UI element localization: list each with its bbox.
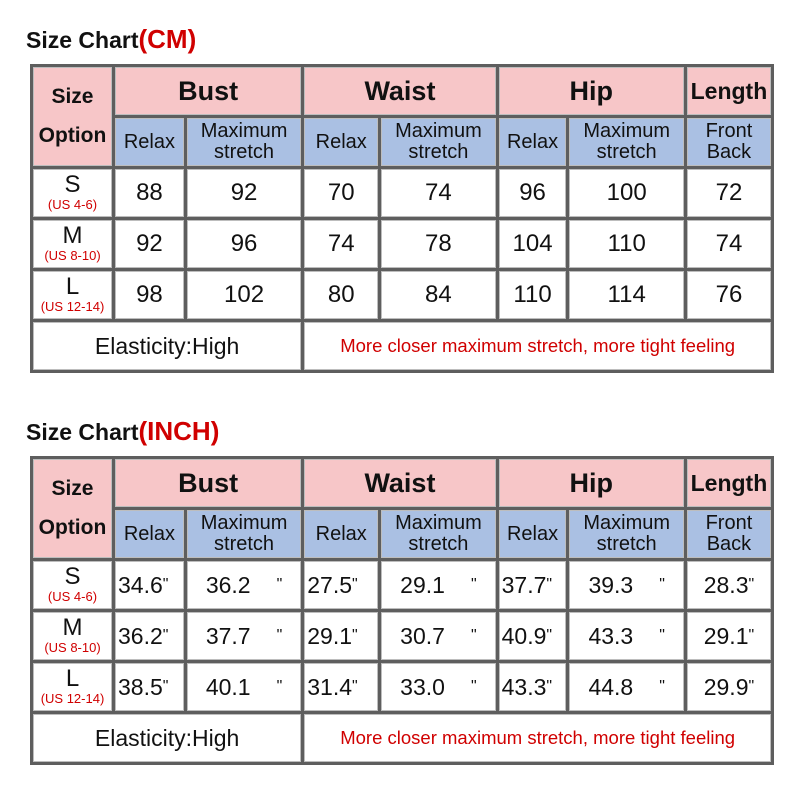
- value-text: 29.1: [703, 622, 749, 649]
- inch-mark: ": [162, 677, 169, 695]
- maximum-text: Maximum: [395, 512, 482, 534]
- bust-max-value: [187, 561, 301, 609]
- option-header-label: Option: [38, 123, 107, 147]
- length-front-back-header: [687, 510, 771, 558]
- hip-maximum-header: [569, 510, 683, 558]
- bust-header: Bust: [115, 459, 301, 507]
- bust-max-value: [187, 663, 301, 711]
- inch-mark: ": [659, 677, 665, 695]
- hip-max-value: 114: [569, 271, 683, 319]
- size-chart-inch-table: [30, 456, 774, 765]
- value-text: 38.5: [117, 673, 163, 700]
- hip-relax-value: 104: [499, 220, 567, 268]
- header-row: [33, 459, 771, 507]
- waist-max-value: 74: [381, 169, 495, 217]
- waist-maximum-header: [381, 118, 495, 166]
- bust-relax-value: 88: [115, 169, 184, 217]
- maximum-text: Maximum: [200, 120, 288, 142]
- size-header-label: Size: [51, 477, 94, 501]
- length-value: [687, 663, 771, 711]
- hip-relax-header: Relax: [499, 510, 567, 558]
- bust-header: Bust: [115, 67, 301, 115]
- bust-relax-header: Relax: [115, 118, 184, 166]
- value-text: 43.3: [501, 673, 547, 700]
- bust-relax-value: [115, 663, 184, 711]
- back-text: Back: [706, 533, 752, 555]
- hip-max-value: 110: [569, 220, 683, 268]
- stretch-note: More closer maximum stretch, more tight feeling: [304, 714, 771, 762]
- inch-mark: ": [546, 626, 553, 644]
- inch-mark: ": [659, 575, 665, 593]
- size-row-m: [33, 612, 771, 660]
- value-text: 27.5: [307, 571, 353, 598]
- value-text: 44.8: [588, 673, 634, 700]
- length-value: 72: [687, 169, 771, 217]
- value-text: 36.2: [117, 622, 163, 649]
- hip-maximum-header: [569, 118, 683, 166]
- bust-relax-header: Relax: [115, 510, 184, 558]
- waist-max-value: [381, 663, 495, 711]
- value-text: 30.7: [400, 622, 445, 649]
- elasticity-label: Elasticity:High: [33, 714, 301, 762]
- us-size: (US 12-14): [40, 299, 105, 314]
- waist-relax-value: [304, 561, 378, 609]
- us-size: (US 12-14): [40, 691, 105, 706]
- hip-max-value: [569, 663, 683, 711]
- size-letter: M: [62, 614, 83, 641]
- hip-header: Hip: [499, 459, 684, 507]
- front-text: Front: [705, 120, 753, 142]
- waist-relax-value: 80: [304, 271, 378, 319]
- stretch-text: stretch: [408, 141, 469, 163]
- hip-header: Hip: [499, 67, 684, 115]
- size-row-m: [33, 220, 771, 268]
- title-text: Size Chart: [26, 27, 139, 53]
- hip-relax-value: 110: [499, 271, 567, 319]
- inch-mark: ": [546, 677, 553, 695]
- waist-relax-header: Relax: [304, 510, 378, 558]
- size-row-l: [33, 663, 771, 711]
- waist-header: Waist: [304, 459, 495, 507]
- inch-mark: ": [470, 575, 477, 593]
- back-text: Back: [706, 141, 752, 163]
- waist-relax-header: Relax: [304, 118, 378, 166]
- inch-mark: ": [546, 575, 553, 593]
- bust-maximum-header: [187, 510, 301, 558]
- us-size: (US 4-6): [47, 197, 98, 212]
- inch-mark: ": [748, 677, 755, 695]
- stretch-text: stretch: [408, 533, 469, 555]
- hip-relax-value: 96: [499, 169, 567, 217]
- value-text: 31.4: [307, 673, 353, 700]
- waist-relax-value: 74: [304, 220, 378, 268]
- bust-relax-value: [115, 561, 184, 609]
- bust-max-value: [187, 612, 301, 660]
- value-text: 33.0: [400, 673, 445, 700]
- size-option-header: [33, 459, 112, 558]
- length-value: 76: [687, 271, 771, 319]
- size-letter: L: [65, 273, 80, 300]
- stretch-note: More closer maximum stretch, more tight feeling: [304, 322, 771, 370]
- hip-max-value: [569, 612, 683, 660]
- value-text: 29.1: [307, 622, 353, 649]
- value-text: 40.1: [205, 673, 251, 700]
- subheader-row: [33, 118, 771, 166]
- size-option-header: [33, 67, 112, 166]
- value-text: 29.9: [703, 673, 749, 700]
- hip-max-value: 100: [569, 169, 683, 217]
- inch-mark: ": [748, 575, 755, 593]
- inch-mark: ": [352, 575, 358, 593]
- us-size: (US 8-10): [44, 640, 101, 655]
- inch-mark: ": [162, 626, 169, 644]
- inch-mark: ": [748, 626, 755, 644]
- size-row-s: [33, 561, 771, 609]
- length-header: Length: [687, 459, 771, 507]
- waist-relax-value: 70: [304, 169, 378, 217]
- inch-mark: ": [470, 626, 477, 644]
- waist-maximum-header: [381, 510, 495, 558]
- size-letter: S: [64, 563, 81, 590]
- inch-mark: ": [659, 626, 665, 644]
- length-value: [687, 612, 771, 660]
- size-cell: [33, 612, 112, 660]
- value-text: 28.3: [703, 571, 749, 598]
- value-text: 29.1: [400, 571, 445, 598]
- unit-label: (INCH): [138, 416, 220, 446]
- size-cell: [33, 271, 112, 319]
- length-header: Length: [687, 67, 771, 115]
- waist-header: Waist: [304, 67, 495, 115]
- hip-relax-value: [499, 561, 567, 609]
- waist-relax-value: [304, 612, 378, 660]
- hip-relax-header: Relax: [499, 118, 567, 166]
- size-letter: S: [64, 171, 81, 198]
- size-row-l: [33, 271, 771, 319]
- size-letter: L: [65, 665, 80, 692]
- waist-max-value: 84: [381, 271, 495, 319]
- inch-mark: ": [470, 677, 477, 695]
- elasticity-row: [33, 322, 771, 370]
- bust-relax-value: [115, 612, 184, 660]
- waist-max-value: 78: [381, 220, 495, 268]
- option-header-label: Option: [38, 515, 107, 539]
- size-header-label: Size: [51, 85, 94, 109]
- value-text: 37.7: [205, 622, 251, 649]
- maximum-text: Maximum: [200, 512, 288, 534]
- bust-relax-value: 98: [115, 271, 184, 319]
- size-row-s: [33, 169, 771, 217]
- bust-max-value: 102: [187, 271, 301, 319]
- bust-relax-value: 92: [115, 220, 184, 268]
- subheader-row: [33, 510, 771, 558]
- inch-mark: ": [162, 575, 169, 593]
- size-cell: [33, 169, 112, 217]
- inch-mark: ": [352, 677, 358, 695]
- size-cell: [33, 663, 112, 711]
- maximum-text: Maximum: [395, 120, 482, 142]
- length-front-back-header: [687, 118, 771, 166]
- maximum-text: Maximum: [583, 120, 671, 142]
- value-text: 43.3: [588, 622, 634, 649]
- length-value: [687, 561, 771, 609]
- size-cell: [33, 220, 112, 268]
- hip-relax-value: [499, 612, 567, 660]
- waist-max-value: [381, 561, 495, 609]
- size-cell: [33, 561, 112, 609]
- maximum-text: Maximum: [583, 512, 671, 534]
- front-text: Front: [705, 512, 753, 534]
- us-size: (US 4-6): [47, 589, 98, 604]
- stretch-text: stretch: [596, 141, 657, 163]
- inch-mark: ": [276, 677, 283, 695]
- stretch-text: stretch: [214, 141, 275, 163]
- hip-max-value: [569, 561, 683, 609]
- inch-mark: ": [352, 626, 358, 644]
- waist-relax-value: [304, 663, 378, 711]
- length-value: 74: [687, 220, 771, 268]
- size-chart-cm-table: [30, 64, 774, 373]
- waist-max-value: [381, 612, 495, 660]
- stretch-text: stretch: [214, 533, 275, 555]
- size-chart-cm-title: [26, 24, 196, 55]
- stretch-text: stretch: [596, 533, 657, 555]
- bust-max-value: 92: [187, 169, 301, 217]
- inch-mark: ": [276, 575, 283, 593]
- hip-relax-value: [499, 663, 567, 711]
- value-text: 40.9: [501, 622, 547, 649]
- bust-maximum-header: [187, 118, 301, 166]
- value-text: 36.2: [205, 571, 251, 598]
- header-row: [33, 67, 771, 115]
- value-text: 34.6: [117, 571, 163, 598]
- value-text: 37.7: [501, 571, 547, 598]
- title-text: Size Chart: [26, 419, 139, 445]
- us-size: (US 8-10): [44, 248, 101, 263]
- unit-label: (CM): [138, 24, 197, 54]
- size-letter: M: [62, 222, 83, 249]
- bust-max-value: 96: [187, 220, 301, 268]
- elasticity-label: Elasticity:High: [33, 322, 301, 370]
- elasticity-row: [33, 714, 771, 762]
- inch-mark: ": [276, 626, 283, 644]
- size-chart-inch-title: [26, 416, 219, 447]
- value-text: 39.3: [588, 571, 634, 598]
